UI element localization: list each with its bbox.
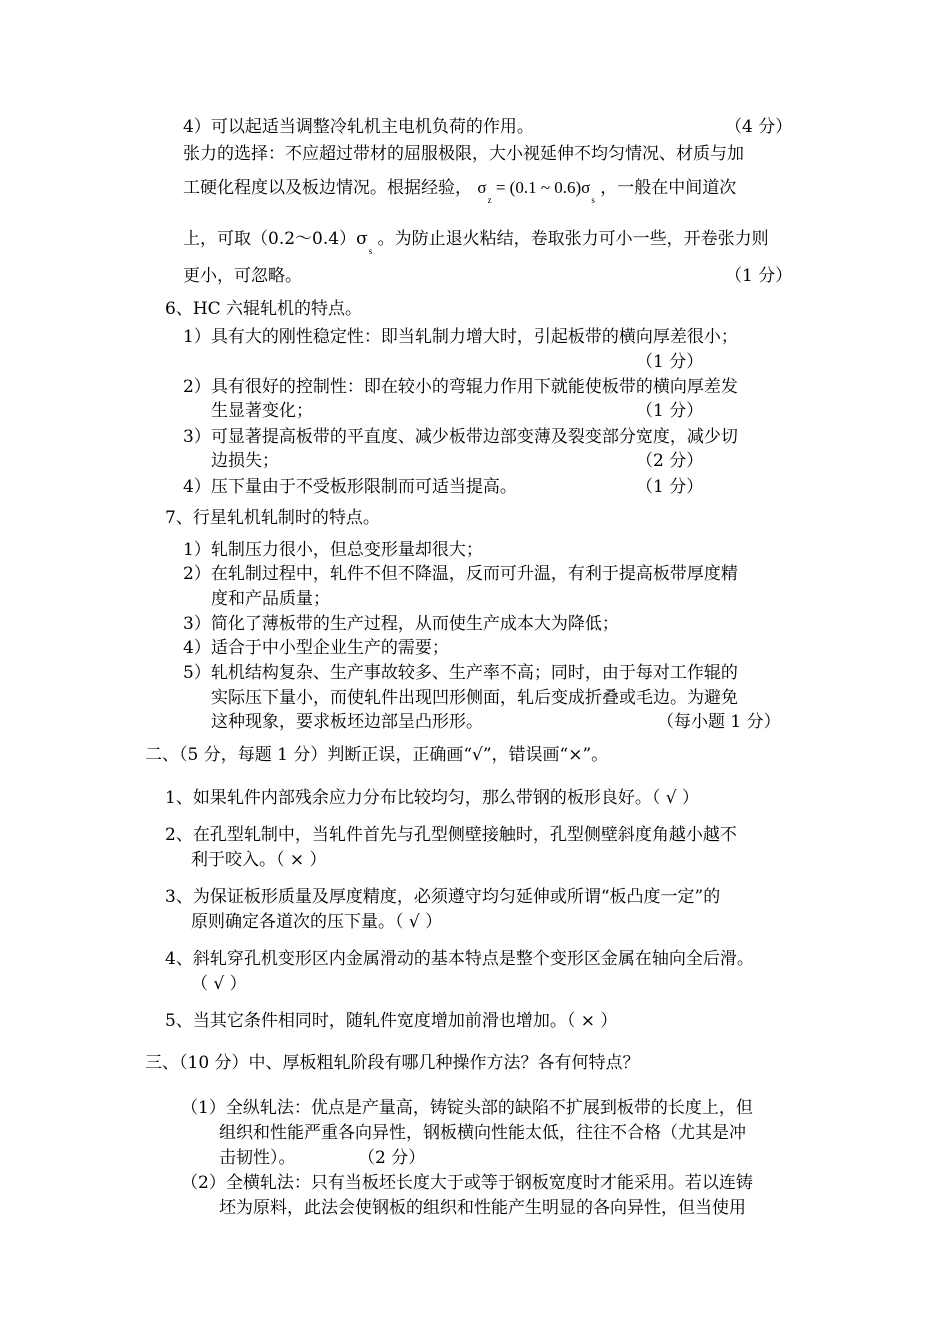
q7-item-5-line-3: 这种现象，要求板坯边部呈凸形形。 xyxy=(211,712,483,732)
tension-line-1: 张力的选择：不应超过带材的屈服极限，大小视延伸不均匀情况、材质与加 xyxy=(183,144,744,164)
formula-sub-z: z xyxy=(487,195,492,205)
q6-title: 6、HC 六辊轧机的特点。 xyxy=(165,299,363,319)
tension-line-3-text-b: 。为防止退火粘结，卷取张力可小一些，开卷张力则 xyxy=(377,229,769,249)
q7-item-5-line-1: 5）轧机结构复杂、生产事故较多、生产率不高；同时，由于每对工作辊的 xyxy=(183,663,738,683)
q6-item-3-score: （2 分） xyxy=(636,451,704,471)
part3-answer-2-line-2: 坯为原料，此法会使钢板的组织和性能产生明显的各向异性，但当使用 xyxy=(219,1198,746,1218)
q7-title: 7、行星轧机轧制时的特点。 xyxy=(165,508,380,528)
part3-answer-2-line-1: （2）全横轧法：只有当板坯长度大于或等于钢板宽度时才能采用。若以连铸 xyxy=(181,1173,753,1193)
formula-sigma: σ xyxy=(477,178,487,197)
part2-q4-line-1: 4、斜轧穿孔机变形区内金属滑动的基本特点是整个变形区金属在轴向全后滑。 xyxy=(165,949,754,969)
part3-title: 三、（10 分）中、厚板粗轧阶段有哪几种操作方法？各有何特点？ xyxy=(145,1053,640,1073)
tension-line-2 xyxy=(183,177,737,205)
item-4-text: 4）可以起适当调整冷轧机主电机负荷的作用。 xyxy=(183,117,534,137)
part3-answer-1-line-2: 组织和性能严重各向异性，钢板横向性能太低，往往不合格（尤其是冲 xyxy=(219,1123,746,1143)
q6-item-4-score: （1 分） xyxy=(636,477,704,497)
part2-title: 二、（5 分，每题 1 分）判断正误，正确画“√”，错误画“×”。 xyxy=(145,745,609,765)
part3-answer-1-score: （2 分） xyxy=(358,1148,426,1168)
tension-score: （1 分） xyxy=(725,266,793,286)
part2-q3-line-1: 3、为保证板形质量及厚度精度，必须遵守均匀延伸或所谓“板凸度一定”的 xyxy=(165,887,721,907)
part2-q4-line-2: （ √ ） xyxy=(191,974,247,994)
q6-item-3-line-1: 3）可显著提高板带的平直度、减少板带边部变薄及裂变部分宽度，减少切 xyxy=(183,427,738,447)
part2-q2-line-2: 利于咬入。（ × ） xyxy=(191,850,327,870)
part3-answer-1-line-1: （1）全纵轧法：优点是产量高，铸锭头部的缺陷不扩展到板带的长度上，但 xyxy=(181,1098,753,1118)
part3-answer-1-line-3: 击韧性）。 xyxy=(219,1148,296,1168)
q7-item-5-line-2: 实际压下量小，而使轧件出现凹形侧面，轧后变成折叠或毛边。为避免 xyxy=(211,688,738,708)
tension-line-3 xyxy=(183,228,769,256)
item-4-score: （4 分） xyxy=(725,117,793,137)
tension-line-4: 更小，可忽略。 xyxy=(183,266,302,286)
q7-item-2-line-2: 度和产品质量； xyxy=(211,589,330,609)
q6-item-2-line-2: 生显著变化； xyxy=(211,401,313,421)
q7-item-1: 1）轧制压力很小，但总变形量却很大； xyxy=(183,540,483,560)
formula-range: = (0.1 ~ 0.6)σ xyxy=(495,178,591,197)
part2-q3-line-2: 原则确定各道次的压下量。（ √ ） xyxy=(191,912,443,932)
q7-item-4: 4）适合于中小型企业生产的需要； xyxy=(183,638,449,658)
q7-item-5-score: （每小题 1 分） xyxy=(657,712,781,732)
tension-line-2-text-a: 工硬化程度以及板边情况。根据经验， xyxy=(183,178,472,198)
q6-item-2-score: （1 分） xyxy=(636,401,704,421)
part2-q5: 5、当其它条件相同时，随轧件宽度增加前滑也增加。（ × ） xyxy=(165,1011,618,1031)
q7-item-3: 3）简化了薄板带的生产过程，从而使生产成本大为降低； xyxy=(183,614,619,634)
part2-q2-line-1: 2、在孔型轧制中，当轧件首先与孔型侧壁接触时，孔型侧壁斜度角越小越不 xyxy=(165,825,737,845)
formula-sub-s: s xyxy=(591,195,595,205)
q7-item-2-line-1: 2）在轧制过程中，轧件不但不降温，反而可升温，有利于提高板带厚度精 xyxy=(183,564,738,584)
tension-line-2-text-b: ，一般在中间道次 xyxy=(600,178,737,198)
q6-item-4: 4）压下量由于不受板形限制而可适当提高。 xyxy=(183,477,517,497)
tension-line-3-text-a: 上，可取（0.2～0.4）σ xyxy=(183,229,368,249)
q6-item-1-score: （1 分） xyxy=(636,352,704,372)
part2-q1: 1、如果轧件内部残余应力分布比较均匀，那么带钢的板形良好。（ √ ） xyxy=(165,788,699,808)
q6-item-3-line-2: 边损失； xyxy=(211,451,279,471)
q6-item-2-line-1: 2）具有很好的控制性：即在较小的弯辊力作用下就能使板带的横向厚差发 xyxy=(183,377,738,397)
tension-formula xyxy=(477,178,595,205)
tension-line-3-sub-s: s xyxy=(368,246,373,256)
q6-item-1: 1）具有大的刚性稳定性：即当轧制力增大时，引起板带的横向厚差很小； xyxy=(183,327,738,347)
